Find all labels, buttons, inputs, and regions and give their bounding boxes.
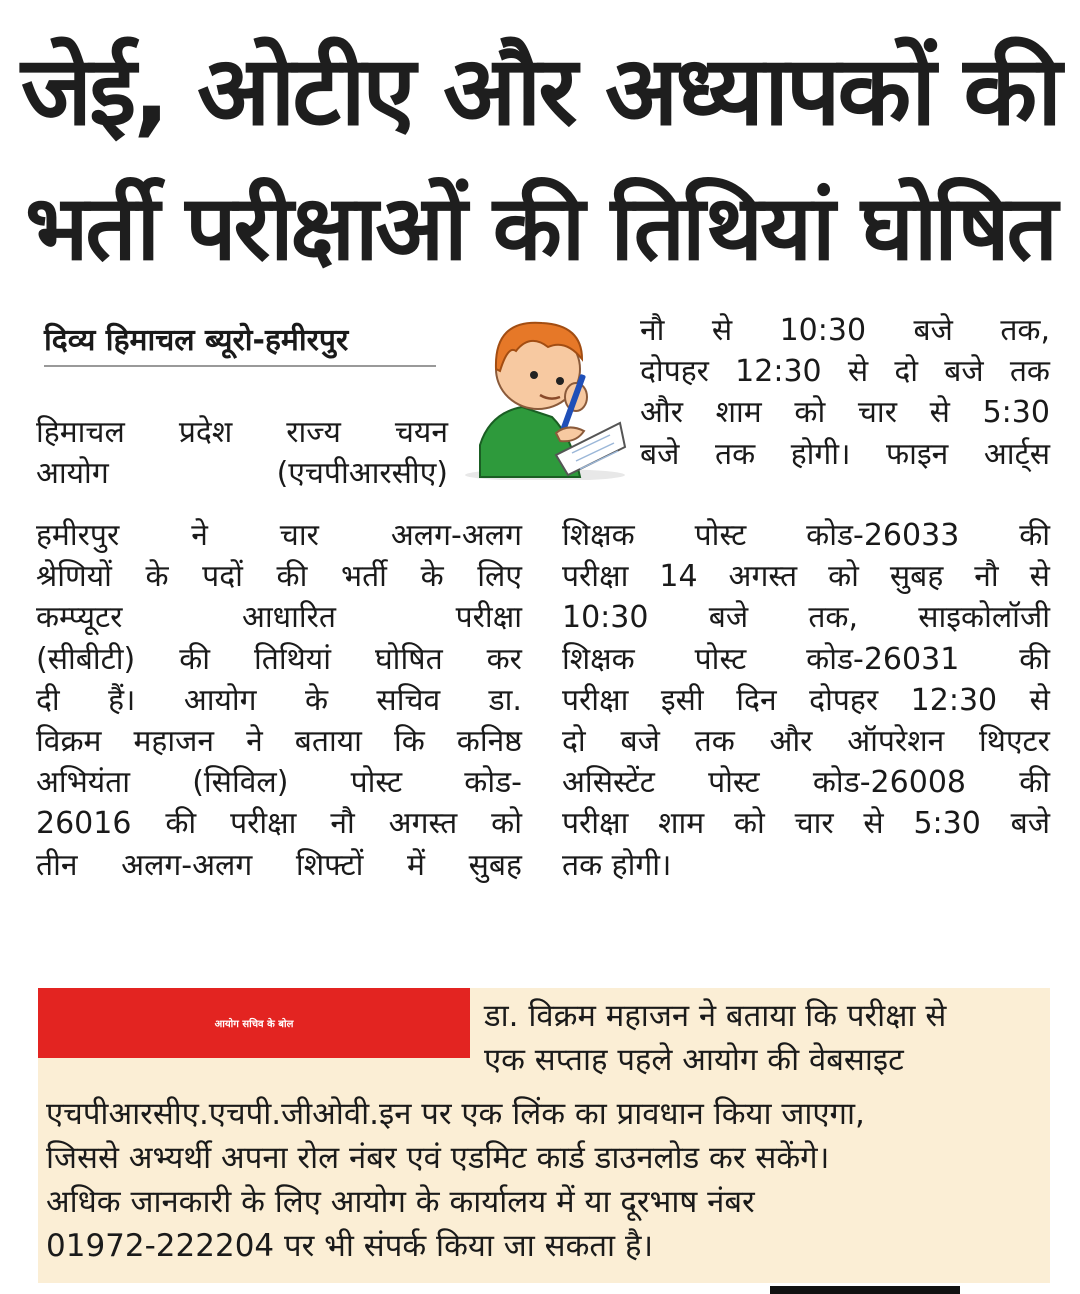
column-left xyxy=(36,515,522,886)
word: की xyxy=(1019,641,1050,677)
word: परीक्षा xyxy=(562,559,629,595)
word: 14 xyxy=(659,559,698,595)
box-text xyxy=(46,1092,865,1268)
word: शिफ्टों xyxy=(295,847,364,883)
column-right xyxy=(562,515,1050,886)
word: नौ xyxy=(974,559,999,595)
bottom-divider xyxy=(770,1286,960,1294)
word: अभियंता xyxy=(36,765,131,801)
word: से xyxy=(863,806,884,842)
word: चार xyxy=(794,806,834,842)
word: 12:30 xyxy=(910,682,998,718)
word: (एचपीआरसीए) xyxy=(276,456,448,492)
word: हैं। xyxy=(108,682,136,718)
word: घोषित xyxy=(374,641,443,677)
text-line xyxy=(562,639,1050,680)
word: की xyxy=(179,641,211,677)
word: से xyxy=(847,354,869,390)
word: तक xyxy=(694,723,735,759)
text-line xyxy=(562,597,1050,638)
word: लिए xyxy=(477,559,522,595)
word: बजे xyxy=(944,354,984,390)
text-line xyxy=(640,392,1050,433)
word: कर xyxy=(486,641,522,677)
word: 5:30 xyxy=(982,395,1050,431)
word: बजे xyxy=(1010,806,1050,842)
word: से xyxy=(929,395,950,431)
text-line xyxy=(640,351,1050,392)
text-line xyxy=(562,680,1050,721)
word: शाम xyxy=(658,806,705,842)
word: दी xyxy=(36,682,60,718)
word: के xyxy=(145,559,169,595)
box-text-top xyxy=(484,994,946,1082)
text-line xyxy=(36,597,522,638)
word: में xyxy=(407,847,425,883)
word: की xyxy=(165,806,197,842)
word: तिथियां xyxy=(254,641,331,677)
word: अगस्त xyxy=(388,806,458,842)
word: आयोग xyxy=(183,682,257,718)
word: से xyxy=(1029,682,1050,718)
headline xyxy=(20,22,1060,298)
word: तीन xyxy=(36,847,78,883)
word: आयोग xyxy=(36,456,109,492)
word: असिस्टेंट xyxy=(562,765,655,801)
text-line xyxy=(562,515,1050,556)
word: से xyxy=(1029,559,1050,595)
word: कोड-26033 xyxy=(806,518,960,553)
word: प्रदेश xyxy=(178,415,233,450)
word: परीक्षा xyxy=(230,806,297,842)
word: 5:30 xyxy=(913,806,981,842)
word: कोड-26031 xyxy=(806,641,960,677)
text-line xyxy=(36,556,522,597)
word: फाइन xyxy=(886,436,949,472)
word: 10:30 xyxy=(779,313,867,348)
word: नौ xyxy=(330,806,355,842)
word: राज्य xyxy=(286,415,341,450)
box-line: 01972-222204 पर भी संपर्क किया जा सकता है। xyxy=(46,1228,654,1264)
child-writing-illustration-icon xyxy=(460,305,630,480)
word: शिक्षक xyxy=(562,518,635,553)
word: अगस्त xyxy=(728,559,798,595)
byline: दिव्य हिमाचल ब्यूरो-हमीरपुर xyxy=(44,318,436,367)
word: सुबह xyxy=(889,559,944,595)
word: परीक्षा xyxy=(455,600,522,636)
word: आर्ट्स xyxy=(983,436,1050,472)
text-line xyxy=(36,680,522,721)
word: इसी xyxy=(660,682,704,718)
word: और xyxy=(640,395,683,431)
word: महाजन xyxy=(133,723,215,759)
word: दोपहर xyxy=(809,682,879,718)
word: विक्रम xyxy=(36,723,102,759)
word: कनिष्ठ xyxy=(456,723,522,759)
word: हमीरपुर xyxy=(36,518,120,553)
word: डा. xyxy=(488,682,522,718)
text-line xyxy=(562,762,1050,803)
box-line: जिससे अभ्यर्थी अपना रोल नंबर एवं एडमिट कार्ड डाउनलोड कर सकेंगे। xyxy=(46,1140,830,1176)
word: की xyxy=(1019,765,1050,801)
word: तक xyxy=(1009,354,1050,390)
word: और xyxy=(769,723,813,759)
word: बजे xyxy=(620,723,660,759)
word: कि xyxy=(393,723,425,759)
word: बताया xyxy=(294,723,362,759)
text-line xyxy=(36,845,522,886)
word: सचिव xyxy=(376,682,441,718)
word: दिन xyxy=(736,682,777,718)
text-line xyxy=(36,803,522,844)
text-line xyxy=(562,845,1050,886)
word: चार xyxy=(279,518,319,553)
box-line: एचपीआरसीए.एचपी.जीओवी.इन पर एक लिंक का प्रावधान किया जाएगा, xyxy=(46,1096,865,1132)
word: परीक्षा xyxy=(562,682,629,718)
word: ने xyxy=(191,518,208,553)
word: पोस्ट xyxy=(694,641,747,677)
word: को xyxy=(828,559,859,595)
word: चार xyxy=(857,395,897,431)
word: तक, xyxy=(808,600,859,636)
text-line xyxy=(562,803,1050,844)
word: दो xyxy=(562,723,586,759)
word: (सीबीटी) xyxy=(36,641,136,677)
word: 10:30 xyxy=(562,600,649,636)
word: आधारित xyxy=(242,600,337,636)
word: ने xyxy=(246,723,263,759)
word: बजे xyxy=(640,436,680,472)
word: कम्प्यूटर xyxy=(36,600,123,636)
text-line xyxy=(36,453,448,494)
box-line: एक सप्ताह पहले आयोग की वेबसाइट xyxy=(484,1042,904,1078)
word: सुबह xyxy=(468,847,522,883)
box-line: डा. विक्रम महाजन ने बताया कि परीक्षा से xyxy=(484,998,947,1034)
word: हिमाचल xyxy=(36,415,125,450)
word: दोपहर xyxy=(640,354,709,390)
text-line xyxy=(562,556,1050,597)
word: से xyxy=(711,313,733,348)
word: (सिविल) xyxy=(192,765,289,801)
secretary-statement-tag: आयोग सचिव के बोल xyxy=(38,988,470,1058)
word: तक xyxy=(714,436,756,472)
text-line-content: तक होगी। xyxy=(562,847,672,883)
word: अलग-अलग xyxy=(121,847,253,883)
column-right-top xyxy=(640,310,1050,475)
text-line xyxy=(36,721,522,762)
column-left-top xyxy=(36,412,448,494)
word: की xyxy=(1019,518,1050,553)
word: पोस्ट xyxy=(350,765,403,801)
text-line xyxy=(640,310,1050,351)
text-line xyxy=(562,721,1050,762)
word: कोड- xyxy=(464,765,522,801)
word: शाम xyxy=(715,395,762,431)
text-line xyxy=(36,639,522,680)
word: 12:30 xyxy=(735,354,822,390)
word: बजे xyxy=(913,313,953,348)
word: ऑपरेशन xyxy=(847,723,945,759)
headline-line-2: भर्ती परीक्षाओं की तिथियां घोषित xyxy=(25,176,1055,281)
word: को xyxy=(794,395,826,431)
word: की xyxy=(276,559,308,595)
word: साइकोलॉजी xyxy=(918,600,1050,636)
word: कोड-26008 xyxy=(812,765,966,801)
word: 26016 xyxy=(36,806,132,842)
word: थिएटर xyxy=(979,723,1050,759)
word: परीक्षा xyxy=(562,806,629,842)
word: होगी। xyxy=(790,436,851,472)
word: को xyxy=(734,806,765,842)
word: को xyxy=(491,806,522,842)
word: भर्ती xyxy=(340,559,387,595)
box-line: अधिक जानकारी के लिए आयोग के कार्यालय में या दूरभाष नंबर xyxy=(46,1184,755,1220)
text-line xyxy=(36,412,448,453)
word: चयन xyxy=(394,415,448,450)
word: तक, xyxy=(1000,313,1050,348)
text-line xyxy=(640,434,1050,475)
text-line xyxy=(36,515,522,556)
word: अलग-अलग xyxy=(390,518,522,553)
word: शिक्षक xyxy=(562,641,635,677)
word: के xyxy=(304,682,329,718)
word: श्रेणियों xyxy=(36,559,112,595)
headline-line-1: जेई, ओटीए और अध्यापकों की xyxy=(20,35,1060,147)
word: बजे xyxy=(708,600,749,636)
word: दो xyxy=(894,354,919,390)
word: नौ xyxy=(640,313,665,348)
word: के xyxy=(420,559,444,595)
word: पोस्ट xyxy=(708,765,760,801)
word: पोस्ट xyxy=(694,518,747,553)
text-line xyxy=(36,762,522,803)
word: पदों xyxy=(202,559,243,595)
